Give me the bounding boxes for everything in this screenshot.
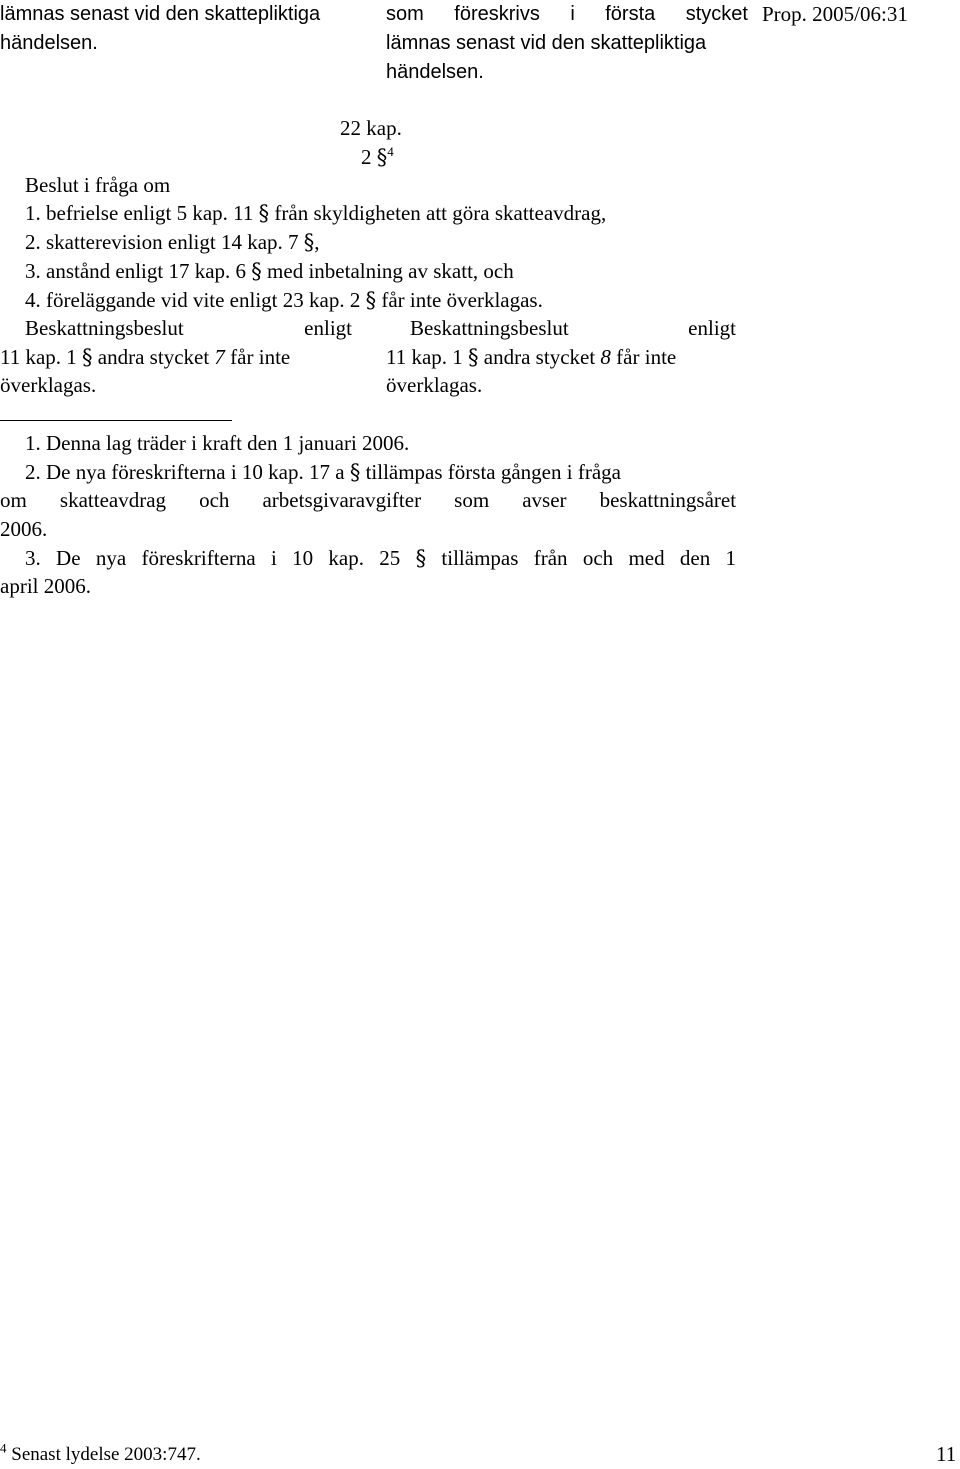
- decision-intro: Beslut i fråga om: [25, 173, 171, 197]
- decision-item-2: 2. skatterevision enligt 14 kap. 7 §,: [25, 230, 320, 254]
- chapter-heading: 22 kap.: [340, 116, 402, 140]
- compare-left-line-1: Beskattningsbeslut enligt: [25, 316, 352, 340]
- section-heading: 2 §$^4$: [361, 144, 394, 169]
- footnote-number: 4: [0, 1440, 7, 1456]
- transitional-item-3-line-1: 3. De nya föreskrifterna i 10 kap. 25 § tillämpas från och med den 1: [25, 546, 737, 570]
- transitional-item-2-line-2: om skatteavdrag och arbetsgivaravgifter som avser beskattningsåret: [0, 488, 737, 512]
- page-number: 11: [936, 1442, 957, 1466]
- compare-right-line-3: överklagas.: [386, 373, 483, 397]
- footnote: [0, 1440, 201, 1469]
- compare-right-line-1: Beskattningsbeslut enligt: [410, 316, 736, 340]
- top-left-line-1: lämnas senast vid den skattepliktiga: [0, 3, 321, 25]
- decision-item-4: 4. föreläggande vid vite enligt 23 kap. 2 § får inte överklagas.: [25, 288, 543, 312]
- compare-right-line-2: 11 kap. 1 § andra stycket 8 får inte: [386, 345, 677, 369]
- decision-item-3: 3. anstånd enligt 17 kap. 6 § med inbetalning av skatt, och: [25, 259, 514, 283]
- transitional-item-1: 1. Denna lag träder i kraft den 1 januari 2006.: [25, 431, 410, 455]
- compare-left-line-2: 11 kap. 1 § andra stycket 7 får inte: [0, 345, 291, 369]
- margin-reference: Prop. 2005/06:31: [762, 2, 908, 26]
- transitional-item-2-line-3: 2006.: [0, 517, 48, 541]
- footnote-text: Senast lydelse 2003:747.: [11, 1444, 201, 1465]
- compare-left-line-3: överklagas.: [0, 373, 97, 397]
- top-middle-line-3: händelsen.: [386, 61, 484, 83]
- transitional-divider: [0, 420, 232, 421]
- decision-item-1: 1. befrielse enligt 5 kap. 11 § från skyldigheten att göra skatteavdrag,: [25, 201, 607, 225]
- transitional-item-2-line-1: 2. De nya föreskrifterna i 10 kap. 17 a § tillämpas första gången i fråga: [25, 460, 621, 484]
- top-left-line-2: händelsen.: [0, 32, 98, 54]
- top-middle-line-2: lämnas senast vid den skattepliktiga: [386, 32, 707, 54]
- transitional-item-3-line-2: april 2006.: [0, 574, 91, 598]
- footnote-ref[interactable]: 4: [387, 144, 394, 159]
- top-middle-line-1: som föreskrivs i första stycket: [386, 3, 748, 25]
